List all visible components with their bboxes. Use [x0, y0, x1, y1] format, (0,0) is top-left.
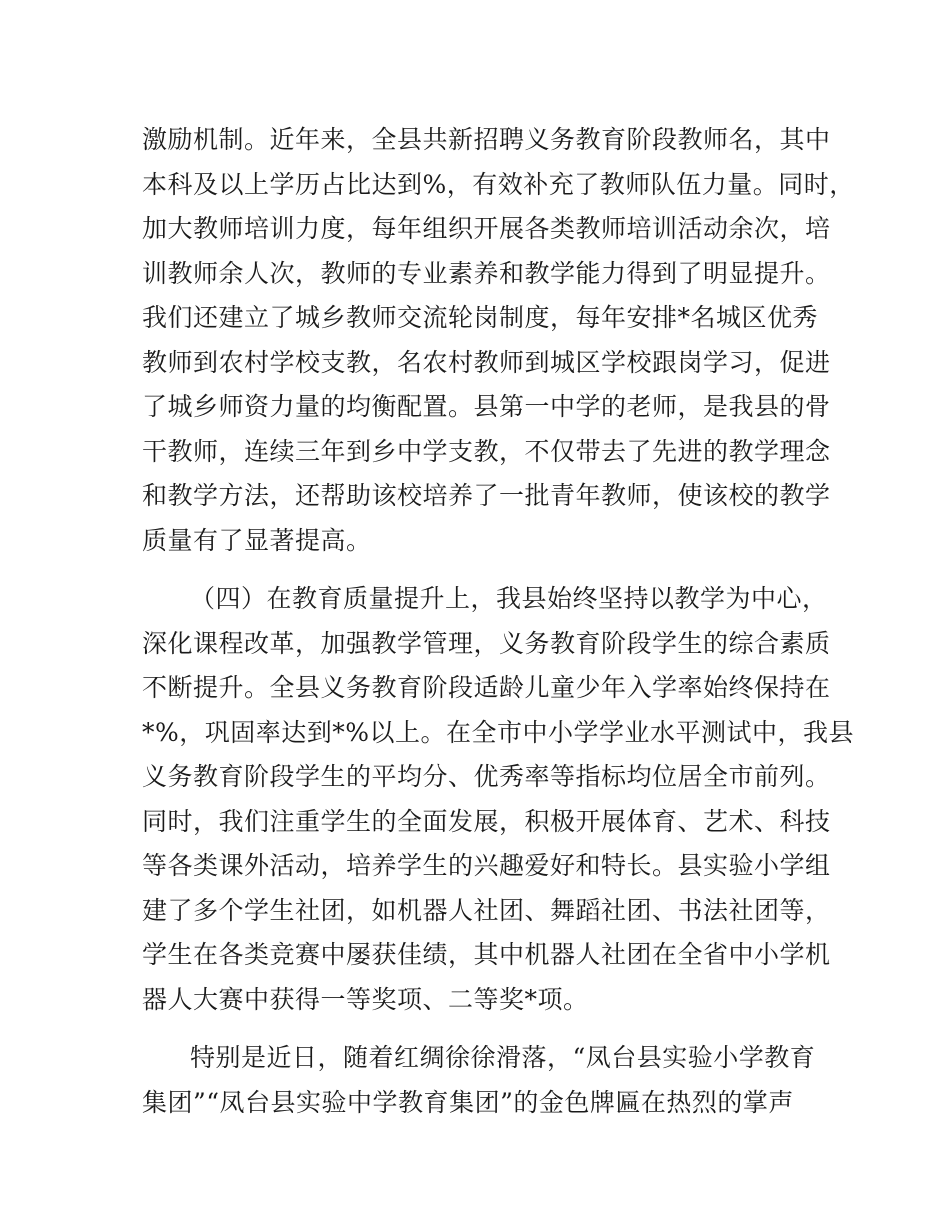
text-line: 同时，我们注重学生的全面发展，积极开展体育、艺术、科技: [142, 806, 831, 836]
text-line: *%，巩固率达到*%以上。在全市中小学学业水平测试中，我县: [142, 717, 855, 747]
text-line: 我们还建立了城乡教师交流轮岗制度，每年安排*名城区优秀: [142, 303, 819, 332]
text-line: 质量有了显著提高。: [142, 525, 372, 555]
text-line: 激励机制。近年来，全县共新招聘义务教育阶段教师名，其中: [142, 125, 831, 154]
text-line: 加大教师培训力度，每年组织开展各类教师培训活动余次，培: [142, 214, 831, 243]
text-line: （四）在教育质量提升上，我县始终坚持以教学为中心，: [190, 584, 828, 613]
text-line: 了城乡师资力量的均衡配置。县第一中学的老师，是我县的骨: [142, 392, 831, 421]
text-line: 和教学方法，还帮助该校培养了一批青年教师，使该校的教学: [142, 481, 831, 510]
text-line: 建了多个学生社团，如机器人社团、舞蹈社团、书法社团等，: [142, 895, 831, 925]
text-line: 深化课程改革，加强教学管理，义务教育阶段学生的综合素质: [142, 628, 831, 658]
text-line: 集团”“凤台县实验中学教育集团”的金色牌匾在热烈的掌声: [142, 1087, 794, 1117]
text-line: 干教师，连续三年到乡中学支教，不仅带去了先进的教学理念: [142, 436, 831, 466]
document-body: [142, 118, 855, 1139]
text-line: 器人大赛中获得一等奖项、二等奖*项。: [142, 984, 589, 1014]
text-line: 本科及以上学历占比达到%，有效补充了教师队伍力量。同时，: [142, 169, 855, 199]
paragraph-teacher-incentives: [142, 118, 855, 563]
paragraph-education-quality: [142, 577, 855, 1022]
text-line: 义务教育阶段学生的平均分、优秀率等指标均位居全市前列。: [142, 762, 831, 791]
text-line: 等各类课外活动，培养学生的兴趣爱好和特长。县实验小学组: [142, 851, 831, 880]
text-line: 学生在各类竞赛中屡获佳绩，其中机器人社团在全省中小学机: [142, 940, 831, 969]
paragraph-education-group: [142, 1036, 814, 1125]
text-line: 教师到农村学校支教，名农村教师到城区学校跟岗学习，促进: [142, 347, 831, 377]
text-line: 不断提升。全县义务教育阶段适龄儿童少年入学率始终保持在: [142, 673, 831, 702]
text-line: 特别是近日，随着红绸徐徐滑落，“凤台县实验小学教育: [190, 1043, 816, 1072]
text-line: 训教师余人次，教师的专业素养和教学能力得到了明显提升。: [142, 258, 831, 288]
